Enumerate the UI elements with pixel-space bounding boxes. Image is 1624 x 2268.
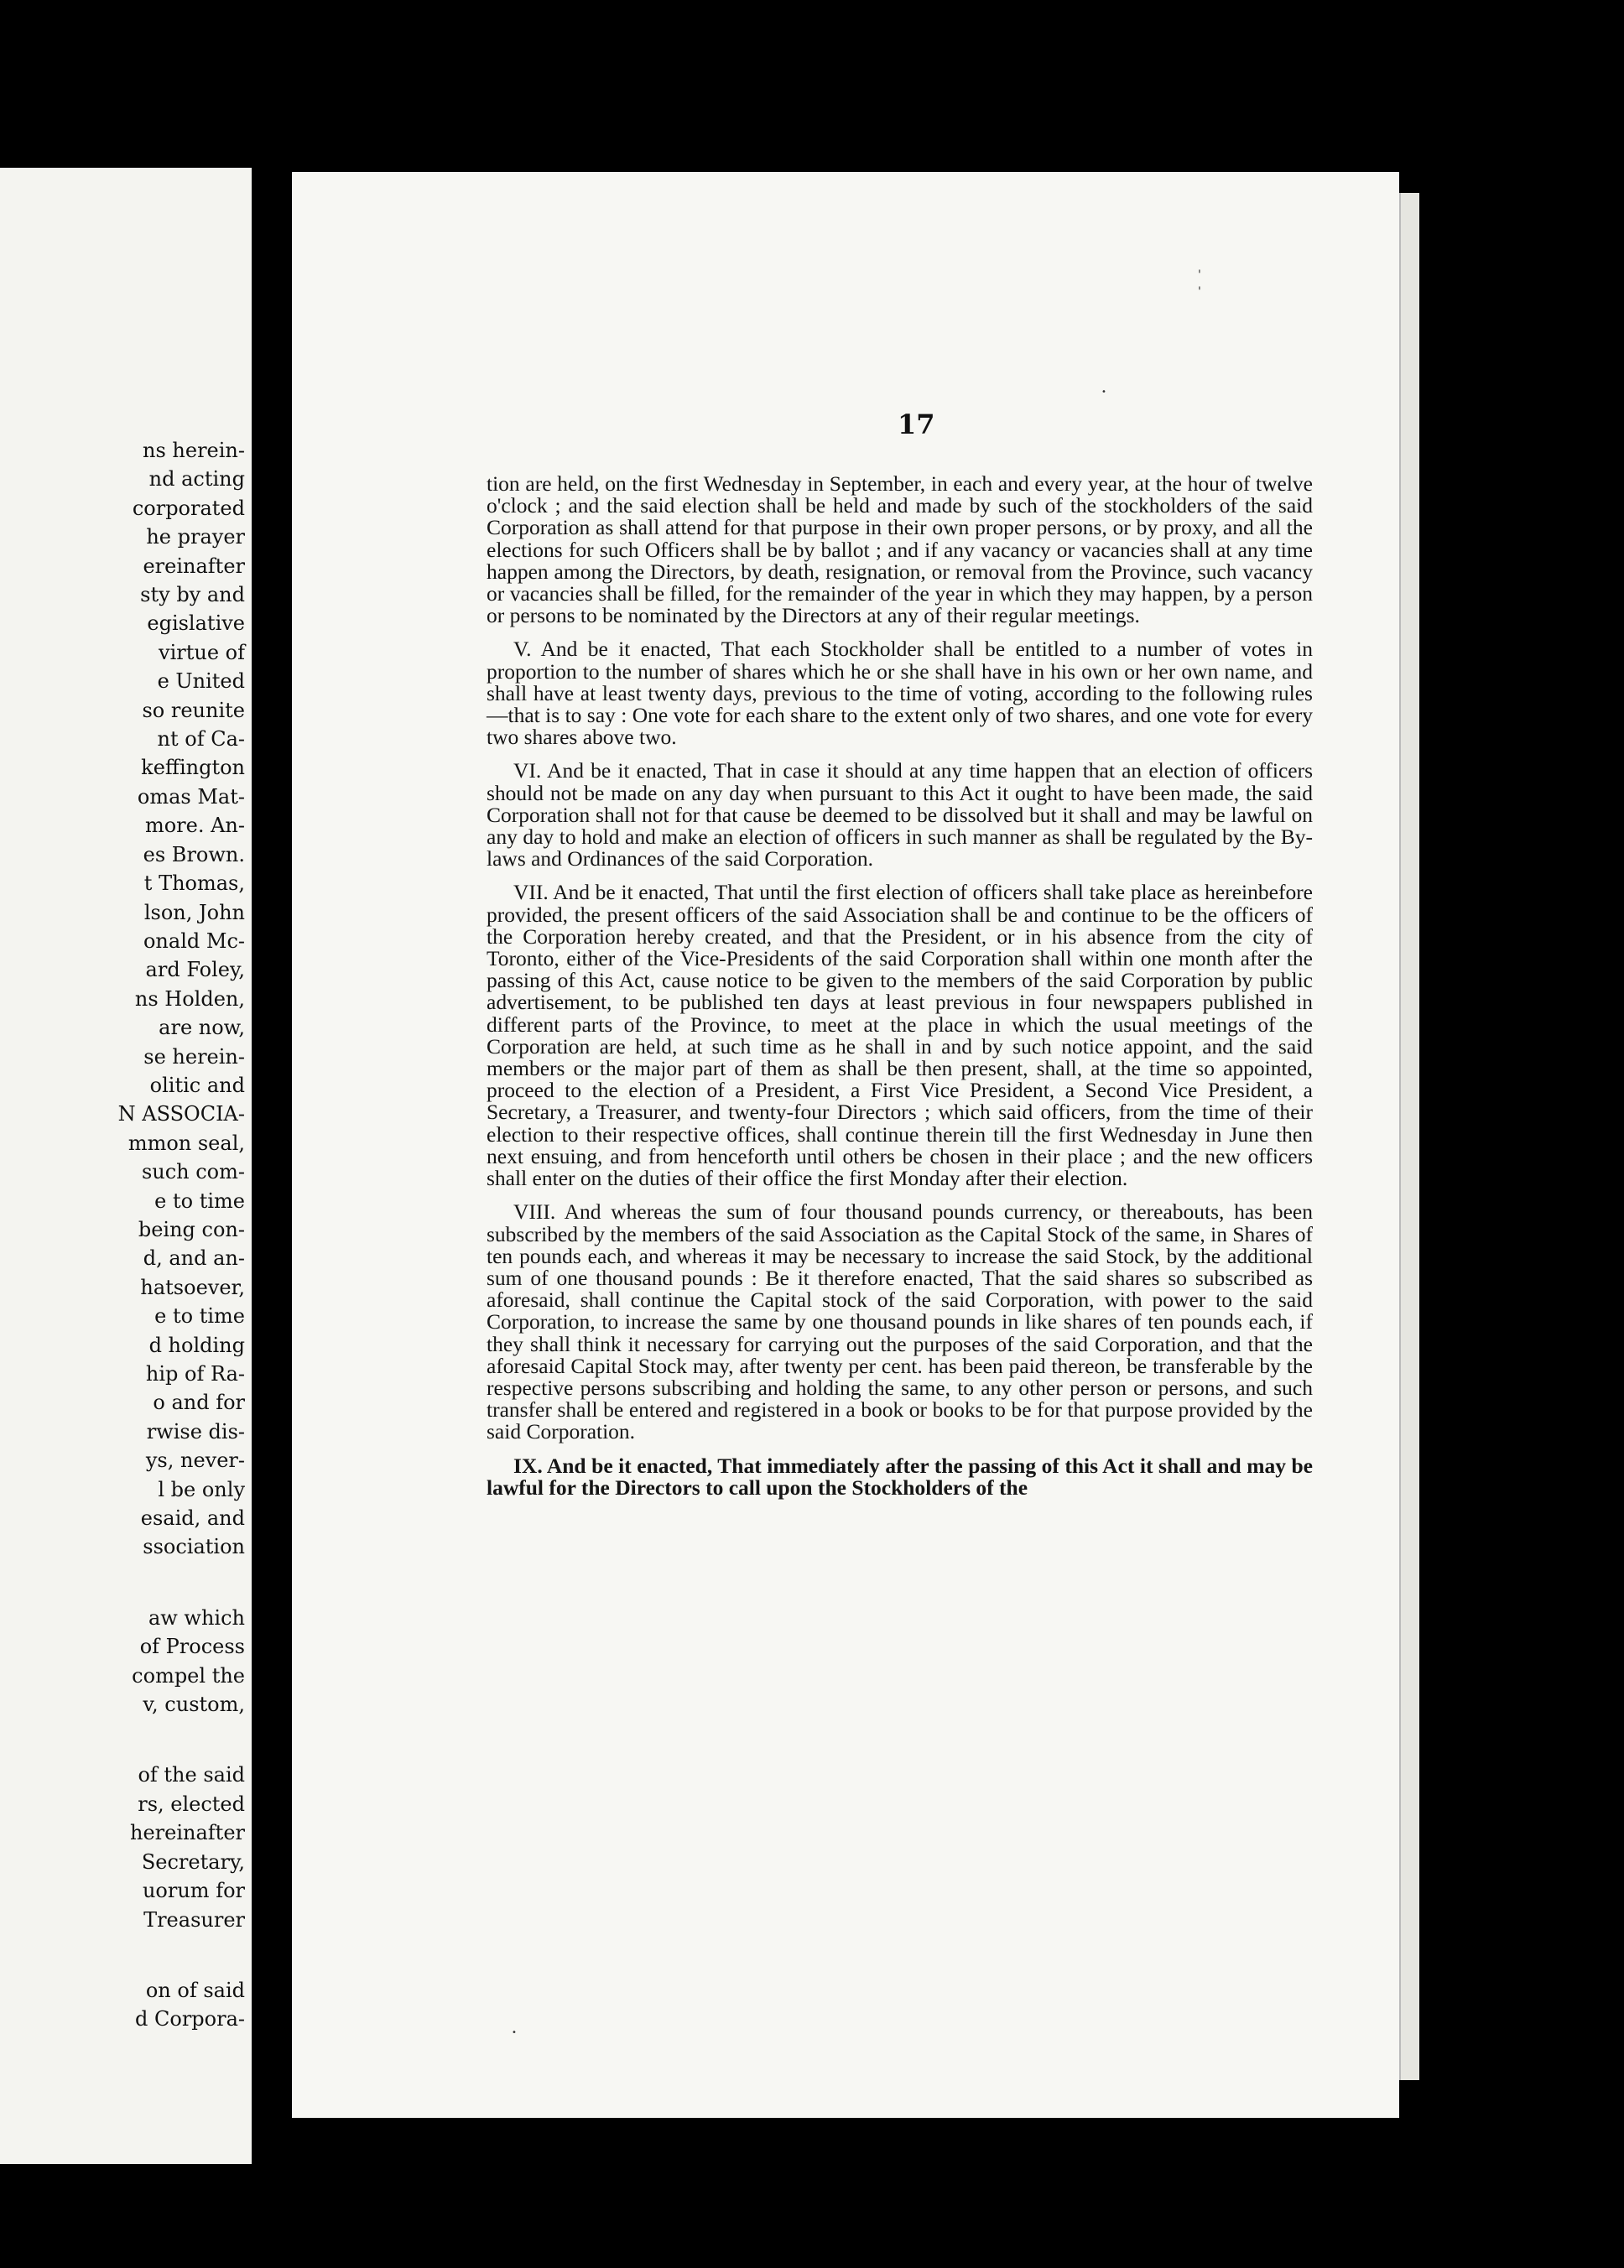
scan-speck: • <box>512 2028 517 2037</box>
left-line: esaid, and <box>140 1506 245 1531</box>
left-line: ssociation <box>143 1535 245 1559</box>
left-page <box>0 168 252 2164</box>
left-line: rwise dis- <box>146 1419 245 1444</box>
left-line: ns herein- <box>143 439 245 462</box>
left-line: ns Holden, <box>134 986 245 1011</box>
left-line: keffington <box>141 756 245 780</box>
left-line: rs, elected <box>138 1792 245 1816</box>
section-v: V. And be it enacted, That each Stockholder shall be entitled to a number of votes in proportion to the number of shares which he or she shall have in his own or her own name, and shall have at least twenty days, previous to the time of voting, according to the following rules—that is to say : One vote for each share to the extent only of two shares, and one vote for every two shares above two. <box>487 637 1313 750</box>
left-line: v, custom, <box>143 1693 245 1717</box>
left-line: N ASSOCIA- <box>117 1102 245 1126</box>
left-line: on of said <box>145 1978 245 2002</box>
left-line: corporated <box>132 496 245 520</box>
section-viii: VIII. And whereas the sum of four thousand pounds currency, or thereabouts, has been subscribed by the members of the said Association as the Capital Stock of the same, in Shares of ten pounds each, and whereas it may be necessary to increase the said Stock, by the additional sum of one thousand pounds : Be it therefore enacted, That the said shares so subscribed as aforesaid, shall continue the Capital stock of the said Corporation, with power to the said Corporation, to increase the same by one thousand pounds in like shares of ten pounds each, if they shall think it necessary for carrying out the purposes of the said Corporation, and that the aforesaid Capital Stock may, after twenty per cent. has been paid thereon, be transferable by the respective persons subscribing and holding the same, to any other person or persons, and such transfer shall be entered and registered in a book or books to be for that purpose provided by the said Corporation. <box>487 1199 1313 1444</box>
left-line: d Corpora- <box>135 2007 245 2031</box>
left-line: hip of Ra- <box>145 1362 245 1386</box>
left-line: t Thomas, <box>143 871 245 896</box>
left-line: mmon seal, <box>128 1131 245 1155</box>
left-line: olitic and <box>149 1073 245 1097</box>
left-line: such com- <box>141 1160 245 1184</box>
left-line: onald Mc- <box>143 929 245 953</box>
scan-speck: • <box>1101 388 1106 397</box>
left-line: hereinafter <box>130 1821 245 1845</box>
left-line: compel the <box>132 1663 245 1688</box>
left-line: nt of Ca- <box>157 727 245 752</box>
left-line: e United <box>157 669 245 694</box>
left-line: es Brown. <box>143 842 245 866</box>
left-line: hatsoever, <box>140 1275 245 1299</box>
page-number: 17 <box>898 408 935 440</box>
page-body <box>487 473 1313 1511</box>
left-line: are now, <box>159 1016 245 1040</box>
left-line: nd acting <box>148 467 245 492</box>
left-line: ys, never- <box>145 1449 245 1473</box>
left-line: ereinafter <box>143 554 245 578</box>
left-line: he prayer <box>146 525 245 549</box>
left-line: o and for <box>153 1391 245 1415</box>
left-line: so reunite <box>142 698 245 722</box>
section-vi: VI. And be it enacted, That in case it should at any time happen that an election of officers should not be made on any day when pursuant to this Act it ought to have been made, the said Corporation shall not for that cause be deemed to be dissolved but it shall and may be lawful on any day to hold and make an election of officers in such manner as shall be regulated by the By-laws and Ordinances of the said Corporation. <box>487 758 1313 871</box>
left-line: of Process <box>139 1635 245 1659</box>
book-gutter <box>252 159 292 2172</box>
left-line: sty by and <box>140 583 245 607</box>
left-line: d, and an- <box>143 1246 245 1271</box>
left-line: Treasurer <box>143 1907 245 1932</box>
left-line: se herein- <box>143 1044 245 1069</box>
left-line: uorum for <box>142 1879 245 1903</box>
left-line: virtue of <box>159 640 245 664</box>
left-line: omas Mat- <box>137 784 245 809</box>
left-page-text <box>0 436 245 2034</box>
paragraph-continuation: tion are held, on the first Wednesday in September, in each and every year, at the hour of twelve o'clock ; and the said election shall be held and made by such of the stockholders of the said Corporation as shall attend for that purpose in their own proper persons, or by proxy, and all the elections for such Officers shall be by ballot ; and if any vacancy or vacancies shall at any time happen among the Directors, by death, resignation, or removal from the Province, such vacancy or vacancies shall be filled, for the remainder of the year in which they may happen, by a person or persons to be nominated by the Directors at any of their regular meetings. <box>487 471 1313 628</box>
left-line: of the said <box>138 1763 245 1787</box>
left-line: d holding <box>148 1333 245 1357</box>
left-line: lson, John <box>143 900 245 924</box>
left-line: egislative <box>147 611 245 636</box>
left-line: l be only <box>158 1477 245 1501</box>
left-line: aw which <box>148 1605 245 1630</box>
section-ix: IX. And be it enacted, That immediately after the passing of this Act it shall and may be lawful for the Directors to call upon the Stockholders of the <box>487 1453 1313 1500</box>
section-vii: VII. And be it enacted, That until the first election of officers shall take place as hereinbefore provided, the present officers of the said Association shall be and continue to be the officers of the Corporation hereby created, and that the President, or in his absence from the city of Toronto, either of the Vice-Presidents of the said Corporation shall within one month after the passing of this Act, cause notice to be given to the members of the said Corporation by public advertisement, to be published ten days at least previous in four newspapers published in different parts of the Province, to meet at the place in which the usual meetings of the Corporation are held, at such time as he shall in and by such notice appoint, and the said members or the major part of them as shall be then present, shall, at the time so appointed, proceed to the election of a President, a First Vice President, a Second Vice President, a Secretary, a Treasurer, and twenty-four Directors ; which said officers, from the time of their election to their respective offices, shall continue therein till the first Wednesday in June then next ensuing, and from henceforth until others be chosen in their place ; and the new officers shall enter on the duties of their office the first Monday after their election. <box>487 880 1313 1191</box>
left-line: ard Foley, <box>145 958 245 982</box>
scan-speck: ' <box>1198 268 1201 282</box>
left-line: more. An- <box>144 814 245 838</box>
page-edge <box>1399 193 1419 2080</box>
left-line: e to time <box>154 1189 245 1213</box>
scan-speck: ' <box>1198 285 1201 299</box>
left-line: Secretary, <box>141 1849 245 1874</box>
left-line: e to time <box>154 1304 245 1329</box>
left-line: being con- <box>138 1217 245 1241</box>
